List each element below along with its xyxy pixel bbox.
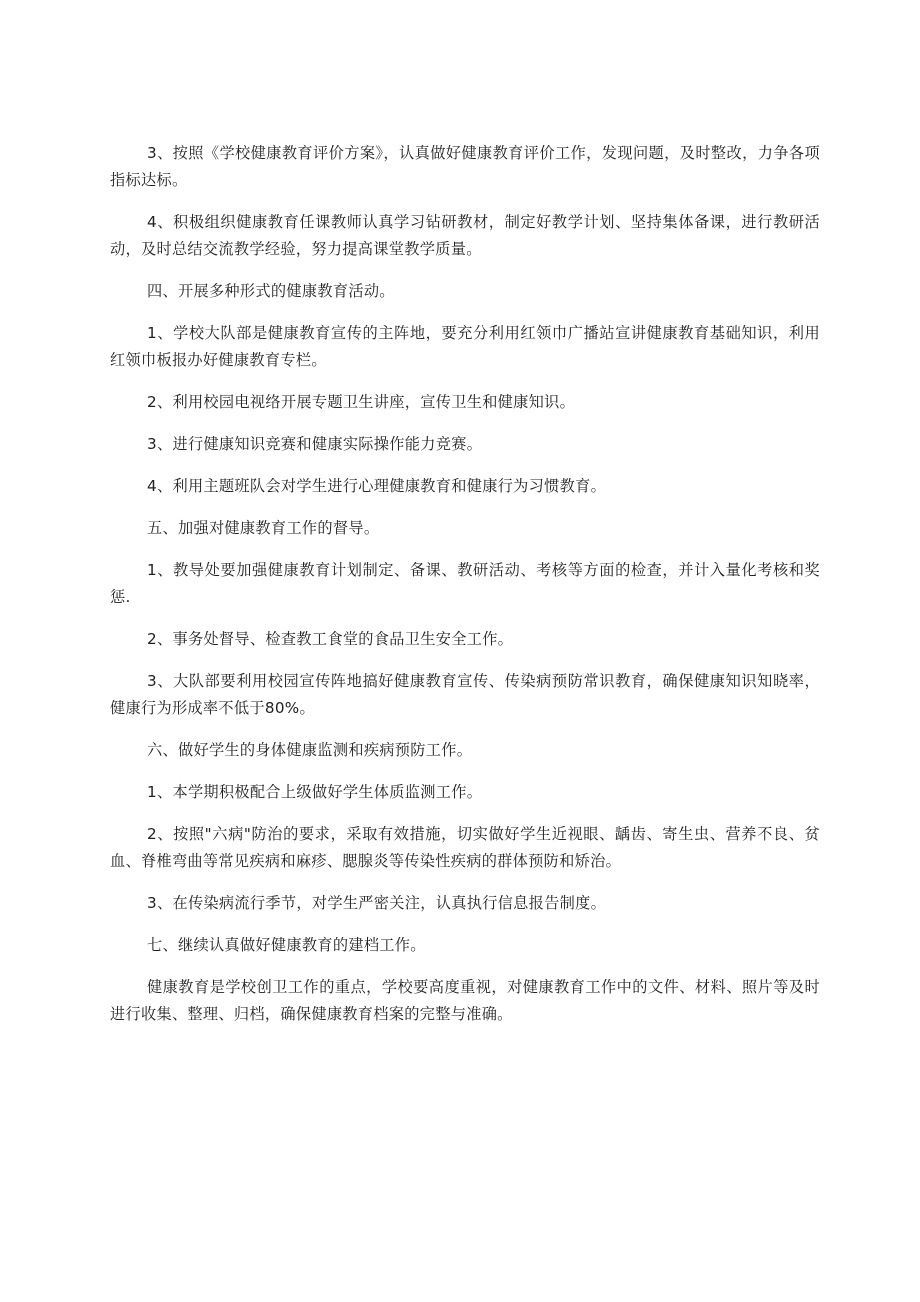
paragraph: 4、积极组织健康教育任课教师认真学习钻研教材，制定好教学计划、坚持集体备课，进行教研活动，及时总结交流教学经验，努力提高课堂教学质量。 — [110, 213, 820, 258]
section-heading: 六、做好学生的身体健康监测和疾病预防工作。 — [147, 741, 473, 759]
paragraph: 1、学校大队部是健康教育宣传的主阵地，要充分利用红领巾广播站宣讲健康教育基础知识，利用红领巾板报办好健康教育专栏。 — [110, 324, 820, 369]
paragraph: 2、利用校园电视络开展专题卫生讲座，宣传卫生和健康知识。 — [147, 393, 576, 411]
document-body — [110, 140, 820, 1043]
paragraph: 4、利用主题班队会对学生进行心理健康教育和健康行为习惯教育。 — [147, 477, 607, 495]
paragraph: 2、按照"六病"防治的要求，采取有效措施，切实做好学生近视眼、龋齿、寄生虫、营养不良、贫血、脊椎弯曲等常见疾病和麻疹、腮腺炎等传染性疾病的群体预防和矫治。 — [110, 825, 820, 870]
paragraph: 3、进行健康知识竞赛和健康实际操作能力竞赛。 — [147, 435, 483, 453]
paragraph: 3、在传染病流行季节，对学生严密关注，认真执行信息报告制度。 — [147, 894, 607, 912]
section-heading: 五、加强对健康教育工作的督导。 — [147, 519, 380, 537]
paragraph: 1、本学期积极配合上级做好学生体质监测工作。 — [147, 783, 483, 801]
section-heading: 四、开展多种形式的健康教育活动。 — [147, 282, 395, 300]
paragraph: 3、按照《学校健康教育评价方案》，认真做好健康教育评价工作，发现问题，及时整改，力争各项指标达标。 — [110, 144, 820, 189]
paragraph: 2、事务处督导、检查教工食堂的食品卫生安全工作。 — [147, 630, 514, 648]
paragraph: 1、教导处要加强健康教育计划制定、备课、教研活动、考核等方面的检查，并计入量化考核和奖惩. — [110, 561, 820, 606]
paragraph: 3、大队部要利用校园宣传阵地搞好健康教育宣传、传染病预防常识教育，确保健康知识知晓率，健康行为形成率不低于80%。 — [110, 672, 820, 717]
paragraph: 健康教育是学校创卫工作的重点，学校要高度重视，对健康教育工作中的文件、材料、照片等及时进行收集、整理、归档，确保健康教育档案的完整与准确。 — [110, 978, 820, 1023]
section-heading: 七、继续认真做好健康教育的建档工作。 — [147, 936, 426, 954]
